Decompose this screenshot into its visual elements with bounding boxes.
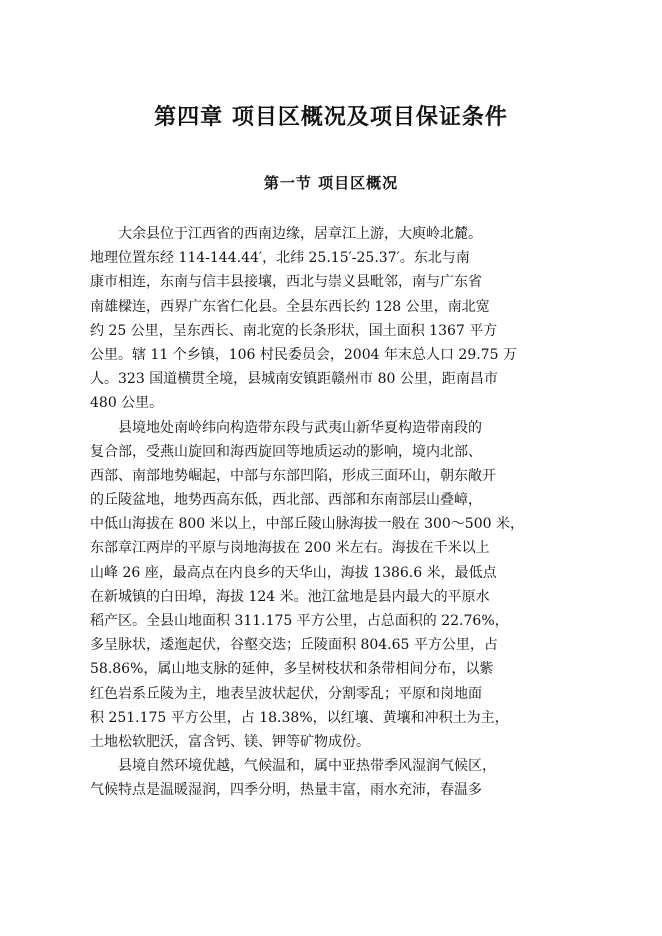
paragraph-line: 复合部，受燕山旋回和海西旋回等地质运动的影响，境内北部、 (90, 443, 482, 460)
paragraph-line: 山峰 26 座，最高点在内良乡的天华山，海拔 1386.6 米，最低点 (90, 564, 497, 581)
paragraph-line: 气候特点是温暖湿润，四季分明，热量丰富，雨水充沛，春温多 (90, 782, 482, 799)
paragraph-line: 康市相连，东南与信丰县接壤，西北与崇义县毗邻，南与广东省 (90, 274, 482, 291)
paragraph-line: 多呈脉状，逶迤起伏，谷壑交迭；丘陵面积 804.65 平方公里，占 (90, 637, 498, 654)
paragraph-line: 红色岩系丘陵为主，地表呈波状起伏，分割零乱；平原和岗地面 (90, 685, 482, 702)
paragraph-line: 在新城镇的白田埠，海拔 124 米。池江盆地是县内最大的平原水 (90, 588, 490, 605)
paragraph-line: 58.86%，属山地支脉的延伸，多呈树枝状和条带相间分布，以紫 (90, 661, 494, 678)
paragraph-line: 480 公里。 (90, 395, 164, 412)
section-title: 第一节 项目区概况 (263, 174, 399, 192)
paragraph-line: 县境地处南岭纬向构造带东段与武夷山新华夏构造带南段的 (118, 419, 482, 436)
paragraph-line: 积 251.175 平方公里，占 18.38%，以红壤、黄壤和冲积土为主， (90, 709, 509, 726)
paragraph-line: 稻产区。全县山地面积 311.175 平方公里，占总面积的 22.76%， (90, 613, 509, 629)
paragraph-line: 东部章江两岸的平原与岗地海拔在 200 米左右。海拔在千米以上 (90, 540, 490, 557)
paragraph-line: 中低山海拔在 800 米以上，中部丘陵山脉海拔一般在 300～500 米， (90, 516, 524, 533)
chapter-title: 第四章 项目区概况及项目保证条件 (154, 104, 508, 130)
paragraph-line: 地理位置东经 114-144.44′，北纬 25.15′-25.37′。东北与南 (90, 250, 470, 267)
paragraph-line: 县境自然环境优越，气候温和，属中亚热带季风湿润气候区， (118, 758, 496, 775)
paragraph-line: 南雄樑连，西界广东省仁化县。全县东西长约 128 公里，南北宽 (90, 298, 490, 315)
paragraph-line: 的丘陵盆地，地势西高东低，西北部、西部和东南部层山叠嶂， (90, 492, 482, 509)
paragraph-line: 大余县位于江西省的西南边缘，居章江上游，大庾岭北麓。 (118, 226, 482, 242)
paragraph-line: 约 25 公里，呈东西长、南北宽的长条形状，国土面积 1367 平方 (90, 322, 498, 339)
paragraph-line: 土地松软肥沃，富含钙、镁、钾等矿物成份。 (90, 733, 370, 750)
paragraph-line: 公里。辖 11 个乡镇，106 村民委员会，2004 年末总人口 29.75 万 (90, 346, 517, 363)
paragraph-line: 人。323 国道横贯全境，县城南安镇距赣州市 80 公里，距南昌市 (90, 371, 498, 388)
paragraph-line: 西部、南部地势崛起，中部与东部凹陷，形成三面环山，朝东敞开 (90, 467, 496, 484)
body-text (90, 222, 580, 803)
